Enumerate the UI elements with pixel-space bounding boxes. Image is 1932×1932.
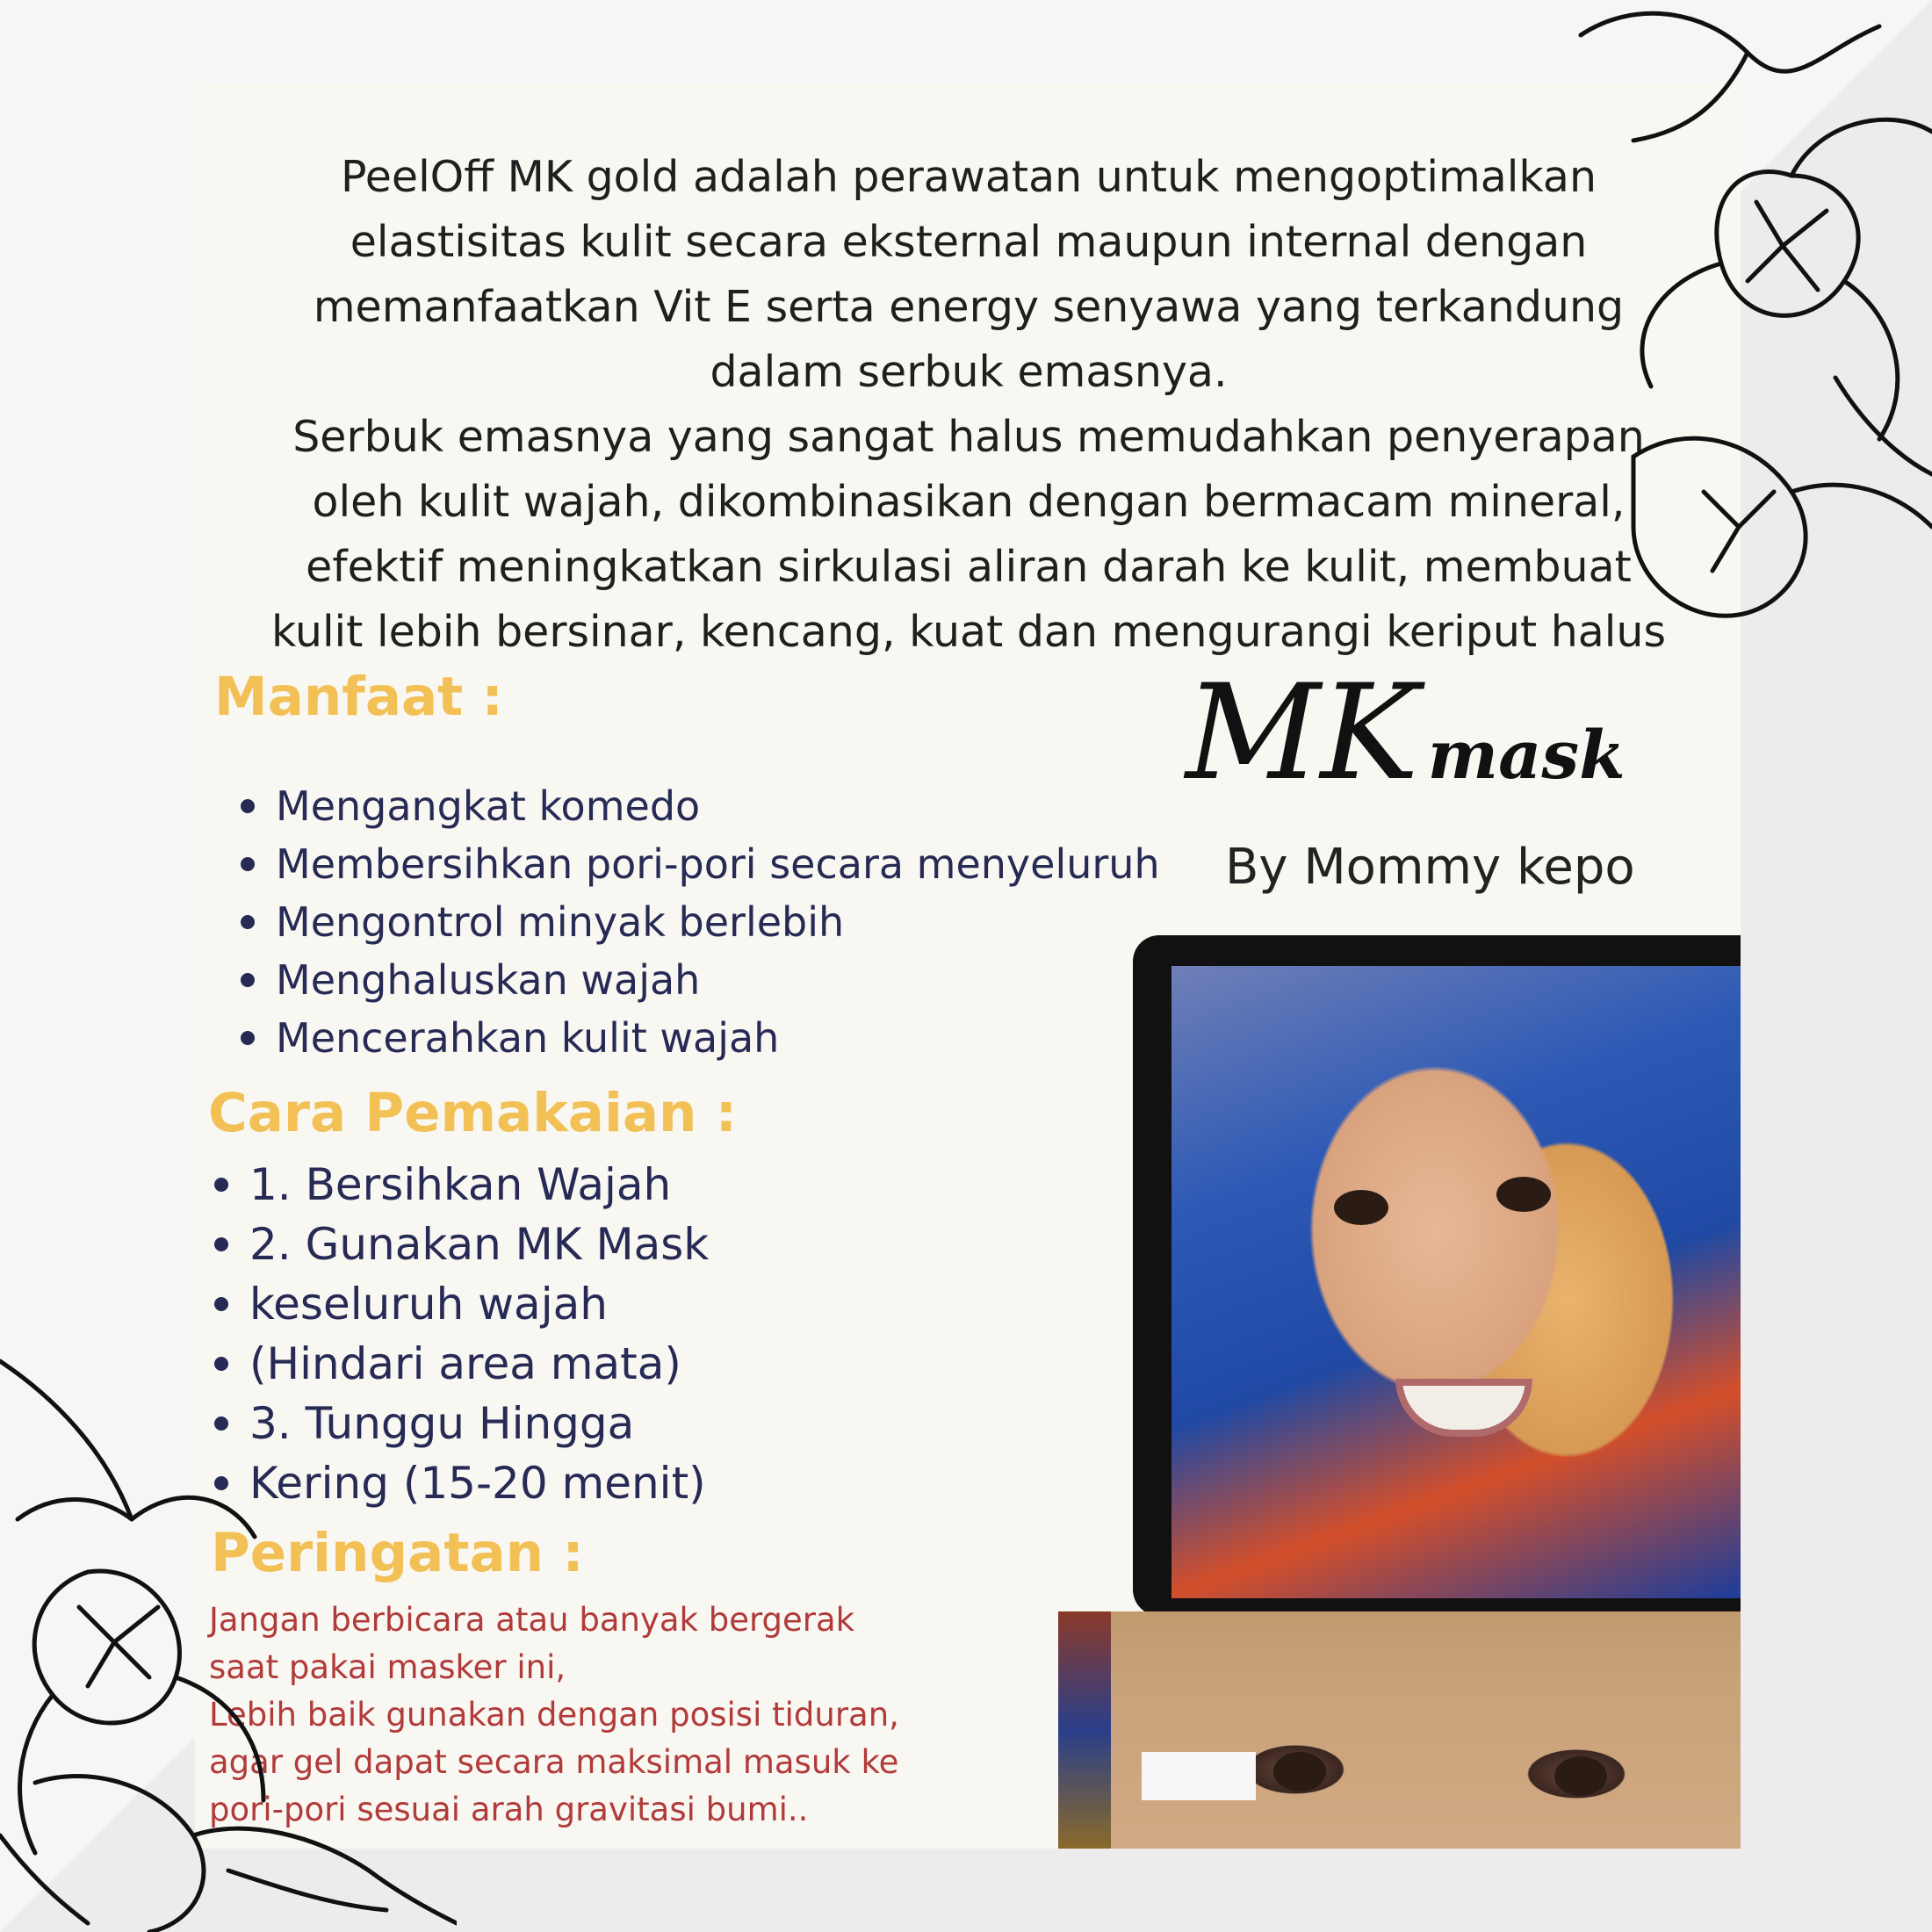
eye-shape: [1334, 1190, 1388, 1225]
list-item: Mengontrol minyak berlebih: [237, 893, 1160, 951]
manfaat-list: [237, 777, 1160, 1067]
intro-line: memanfaatkan Vit E serta energy senyawa yang terkandung: [313, 282, 1625, 332]
intro-line: dalam serbuk emasnya.: [710, 347, 1228, 397]
intro-line: Serbuk emasnya yang sangat halus memudahkan penyerapan: [292, 412, 1645, 462]
warning-line: Jangan berbicara atau banyak bergerak: [209, 1601, 855, 1639]
eye-shape: [1496, 1177, 1551, 1212]
peringatan-heading: Peringatan :: [211, 1522, 584, 1584]
cara-heading: Cara Pemakaian :: [208, 1082, 738, 1144]
brand-mask: mask: [1427, 716, 1626, 794]
intro-line: efektif meningkatkan sirkulasi aliran darah ke kulit, membuat: [306, 542, 1632, 592]
photo-patch: [1142, 1752, 1256, 1800]
lily-flower-icon: [1528, 0, 1932, 667]
list-item: Mencerahkan kulit wajah: [237, 1009, 1160, 1067]
warning-line: saat pakai masker ini,: [209, 1648, 566, 1686]
product-photo: [1171, 966, 1741, 1598]
list-item: keseluruh wajah: [211, 1274, 709, 1334]
intro-paragraph: [218, 145, 1719, 665]
warning-line: Lebih baik gunakan dengan posisi tiduran,: [209, 1696, 899, 1734]
list-item: 1. Bersihkan Wajah: [211, 1155, 709, 1215]
list-item: 2. Gunakan MK Mask: [211, 1215, 709, 1274]
product-photo-frame: [1133, 935, 1741, 1616]
intro-line: PeelOff MK gold adalah perawatan untuk mengoptimalkan: [340, 152, 1597, 202]
closeup-photo: [1058, 1611, 1741, 1849]
list-item: Membersihkan pori-pori secara menyeluruh: [237, 835, 1160, 893]
list-item: Menghaluskan wajah: [237, 951, 1160, 1009]
warning-line: pori-pori sesuai arah gravitasi bumi..: [209, 1791, 809, 1828]
manfaat-heading: Manfaat :: [214, 666, 503, 728]
list-item: 3. Tunggu Hingga: [211, 1394, 709, 1453]
brand-byline: By Mommy kepo: [1225, 839, 1635, 896]
warning-line: agar gel dapat secara maksimal masuk ke: [209, 1743, 899, 1781]
brand-logo: [1186, 657, 1730, 896]
brand-mk: MK: [1186, 657, 1419, 810]
intro-line: elastisitas kulit secara eksternal maupun internal dengan: [350, 217, 1588, 267]
lily-flower-icon: [0, 1344, 457, 1932]
eye-shape: [1554, 1756, 1607, 1796]
eye-shape: [1273, 1752, 1326, 1791]
list-item: Mengangkat komedo: [237, 777, 1160, 835]
list-item: Kering (15-20 menit): [211, 1453, 709, 1513]
intro-line: oleh kulit wajah, dikombinasikan dengan bermacam mineral,: [312, 477, 1626, 527]
intro-line: kulit lebih bersinar, kencang, kuat dan mengurangi keriput halus: [271, 607, 1666, 657]
list-item: (Hindari area mata): [211, 1334, 709, 1394]
smile-shape: [1395, 1379, 1532, 1437]
